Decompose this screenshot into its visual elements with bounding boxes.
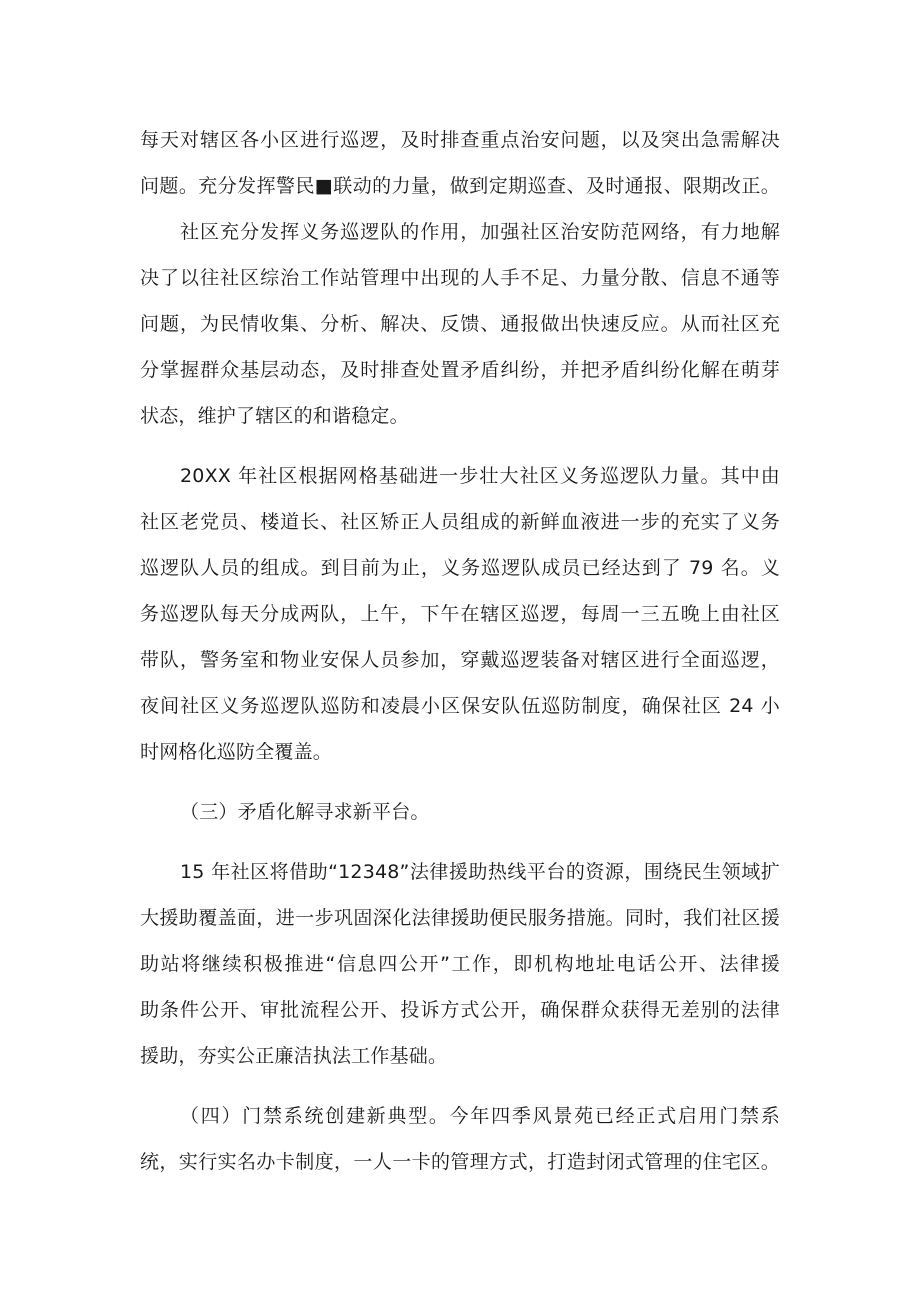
section-heading-paragraph: （四）门禁系统创建新典型。今年四季风景苑已经正式启用门禁系 (180, 1105, 780, 1127)
text-line: 问题。充分发挥警民■联动的力量，做到定期巡查、及时通报、限期改正。 (140, 175, 780, 197)
text-line: 夜间社区义务巡逻队巡防和凌晨小区保安队伍巡防制度，确保社区 24 小 (140, 695, 780, 717)
paragraph-last-line: 时网格化巡防全覆盖。 (140, 741, 333, 763)
text-line: 助条件公开、审批流程公开、投诉方式公开，确保群众获得无差别的法律 (140, 999, 780, 1021)
text-line: 决了以往社区综治工作站管理中出现的人手不足、力量分散、信息不通等 (140, 267, 780, 289)
paragraph-last-line: 状态，维护了辖区的和谐稳定。 (140, 405, 409, 427)
text-line: 巡逻队人员的组成。到目前为止，义务巡逻队成员已经达到了 79 名。义 (140, 557, 780, 579)
text-line: 问题，为民情收集、分析、解决、反馈、通报做出快速反应。从而社区充 (140, 313, 780, 335)
text-line: 统，实行实名办卡制度，一人一卡的管理方式，打造封闭式管理的住宅区。 (140, 1151, 780, 1173)
paragraph-first-line: 15 年社区将借助“12348”法律援助热线平台的资源，围绕民生领域扩 (180, 861, 780, 883)
paragraph-first-line: 社区充分发挥义务巡逻队的作用，加强社区治安防范网络，有力地解 (180, 221, 780, 243)
paragraph-first-line: 20XX 年社区根据网格基础进一步壮大社区义务巡逻队力量。其中由 (180, 465, 780, 487)
text-line: 助站将继续积极推进“信息四公开”工作，即机构地址电话公开、法律援 (140, 953, 780, 975)
text-line: 带队，警务室和物业安保人员参加，穿戴巡逻装备对辖区进行全面巡逻， (140, 649, 780, 671)
text-line: 分掌握群众基层动态，及时排查处置矛盾纠纷，并把矛盾纠纷化解在萌芽 (140, 359, 780, 381)
text-line: 每天对辖区各小区进行巡逻，及时排查重点治安问题，以及突出急需解决 (140, 129, 780, 151)
text-line: 务巡逻队每天分成两队，上午，下午在辖区巡逻，每周一三五晚上由社区 (140, 603, 780, 625)
text-line: 大援助覆盖面，进一步巩固深化法律援助便民服务措施。同时，我们社区援 (140, 907, 780, 929)
text-line: 社区老党员、楼道长、社区矫正人员组成的新鲜血液进一步的充实了义务 (140, 511, 780, 533)
section-heading: （三）矛盾化解寻求新平台。 (180, 801, 430, 823)
paragraph-last-line: 援助，夯实公正廉洁执法工作基础。 (140, 1045, 448, 1067)
